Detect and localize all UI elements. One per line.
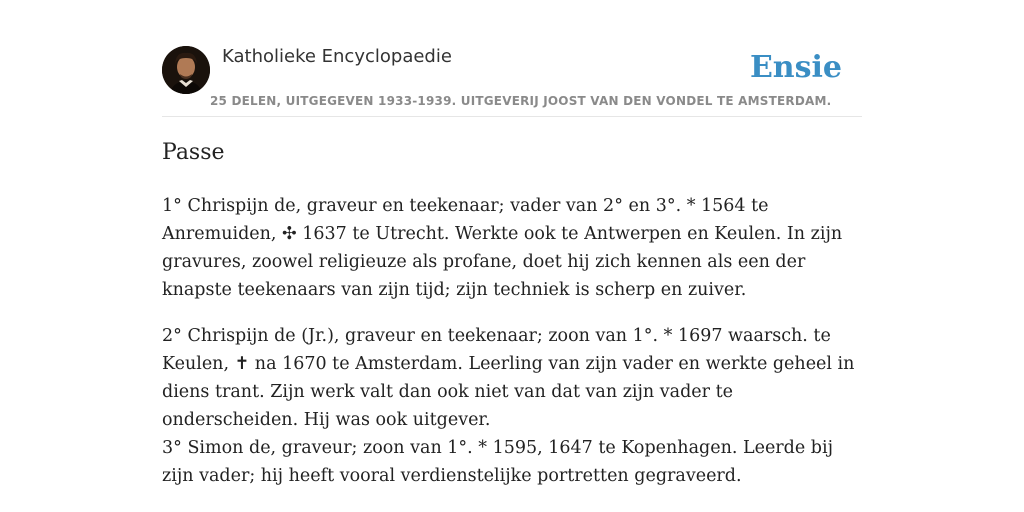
source-header — [162, 44, 862, 117]
entry-paragraph-2-text: 2° Chrispijn de (Jr.), graveur en teekenaar; zoon van 1°. * 1697 waarsch. te Keulen, ✝ na 1670 te Amsterdam. Leerling van zijn vader en werkte geheel in diens trant. Zijn werk valt dan ook niet van dat van zijn vader te onderscheiden. Hij was ook uitgever. — [162, 326, 855, 430]
entry-paragraph-3: 3° Simon de, graveur; zoon van 1°. * 1595, 1647 te Kopenhagen. Leerde bij zijn vader; hij heeft vooral verdienstelijke portretten gegraveerd. — [162, 438, 834, 486]
entry-content — [162, 192, 862, 490]
entry-paragraph-2 — [162, 322, 862, 490]
brand-logo[interactable]: Ensie — [749, 50, 842, 85]
entry-paragraph-1: 1° Chrispijn de, graveur en teekenaar; vader van 2° en 3°. * 1564 te Anremuiden, ✣ 1637 te Utrecht. Werkte ook te Antwerpen en Keulen. In zijn gravures, zoowel religieuze als profane, doet hij zich kennen als een der knapste teekenaars van zijn tijd; zijn techniek is scherp en zuiver. — [162, 196, 843, 300]
portrait-icon[interactable] — [162, 46, 210, 94]
source-title[interactable]: Katholieke Encyclopaedie — [222, 46, 452, 67]
entry-title: Passe — [162, 140, 225, 165]
source-subtitle: 25 DELEN, UITGEGEVEN 1933-1939. UITGEVERIJ JOOST VAN DEN VONDEL TE AMSTERDAM. — [210, 94, 832, 108]
